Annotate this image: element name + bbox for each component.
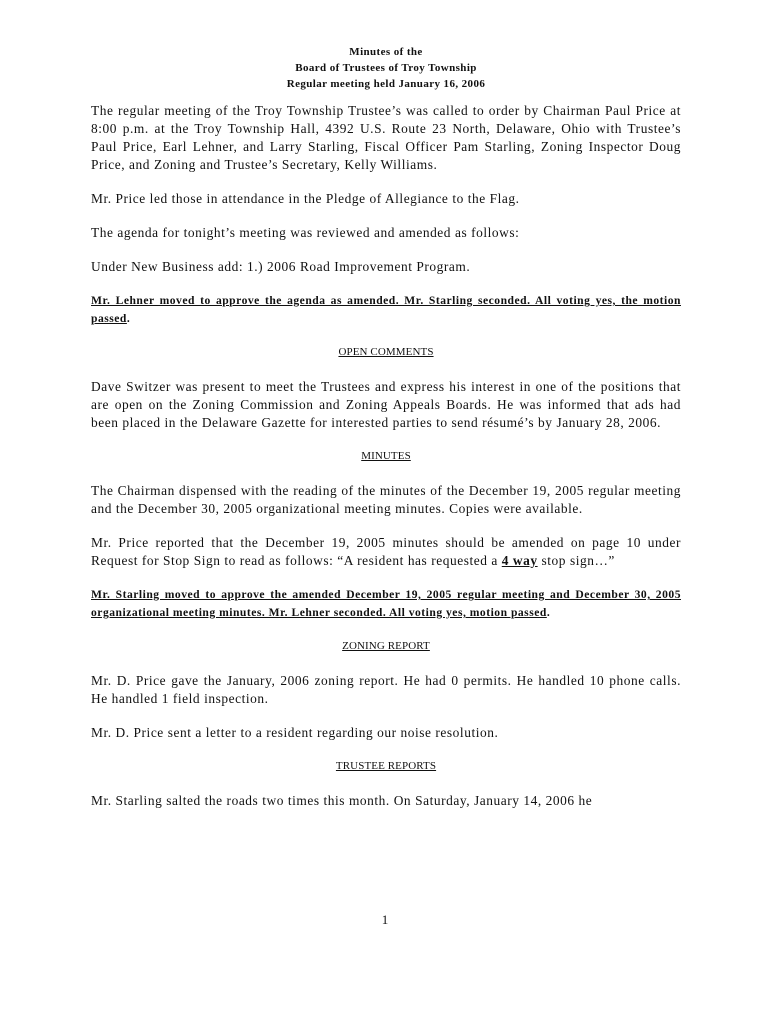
agenda-motion-period: . xyxy=(126,312,131,325)
amendment-emphasis: 4 way xyxy=(501,553,538,568)
zoning-letter-paragraph: Mr. D. Price sent a letter to a resident regarding our noise resolution. xyxy=(91,725,499,740)
zoning-report-heading: ZONING REPORT xyxy=(342,640,430,652)
agenda-motion-text: Mr. Lehner moved to approve the agenda as amended. Mr. Starling seconded. All voting yes, the motion passed xyxy=(91,294,681,325)
page-number: 1 xyxy=(381,912,389,927)
open-comments-heading: OPEN COMMENTS xyxy=(338,346,434,358)
minutes-motion-paragraph xyxy=(91,586,681,622)
title-line-1: Minutes of the xyxy=(349,46,423,58)
trustee-reports-paragraph: Mr. Starling salted the roads two times this month. On Saturday, January 14, 2006 he xyxy=(91,793,593,808)
amendment-text-after: stop sign…” xyxy=(537,553,615,568)
document-page xyxy=(91,44,681,826)
title-line-2: Board of Trustees of Troy Township xyxy=(295,62,477,74)
pledge-paragraph: Mr. Price led those in attendance in the Pledge of Allegiance to the Flag. xyxy=(91,191,520,206)
minutes-dispensed-paragraph: The Chairman dispensed with the reading of the minutes of the December 19, 2005 regular meeting and the December 30, 2005 organizational meeting minutes. Copies were available. xyxy=(91,483,681,516)
agenda-motion-paragraph xyxy=(91,292,681,328)
open-comments-paragraph: Dave Switzer was present to meet the Trustees and express his interest in one of the positions that are open on the Zoning Commission and Zoning Appeals Boards. He was informed that ads had been placed in the Delaware Gazette for interested parties to send résumé’s by January 28, 2006. xyxy=(91,379,681,430)
minutes-motion-text: Mr. Starling moved to approve the amended December 19, 2005 regular meeting and December 30, 2005 organizational meeting minutes. Mr. Lehner seconded. All voting yes, motion passed xyxy=(91,588,681,619)
call-to-order-paragraph: The regular meeting of the Troy Township Trustee’s was called to order by Chairman Paul Price at 8:00 p.m. at the Troy Township Hall, 4392 U.S. Route 23 North, Delaware, Ohio with Trustee’s Paul Price, Earl Lehner, and Larry Starling, Fiscal Officer Pam Starling, Zoning Inspector Doug Price, and Zoning and Trustee’s Secretary, Kelly Williams. xyxy=(91,103,681,172)
minutes-heading: MINUTES xyxy=(361,450,411,462)
document-title-block xyxy=(91,44,681,92)
agenda-paragraph: The agenda for tonight’s meeting was reviewed and amended as follows: xyxy=(91,225,520,240)
zoning-report-paragraph: Mr. D. Price gave the January, 2006 zoning report. He had 0 permits. He handled 10 phone calls. He handled 1 field inspection. xyxy=(91,673,681,706)
minutes-amendment-paragraph xyxy=(91,534,681,570)
minutes-motion-period: . xyxy=(546,606,551,619)
trustee-reports-heading: TRUSTEE REPORTS xyxy=(335,760,437,772)
title-line-3: Regular meeting held January 16, 2006 xyxy=(286,78,486,90)
new-business-paragraph: Under New Business add: 1.) 2006 Road Improvement Program. xyxy=(91,259,471,274)
amendment-text-before: Mr. Price reported that the December 19, 2005 minutes should be amended on page 10 under Request for Stop Sign to read as follows: “A resident has requested a xyxy=(91,535,681,568)
